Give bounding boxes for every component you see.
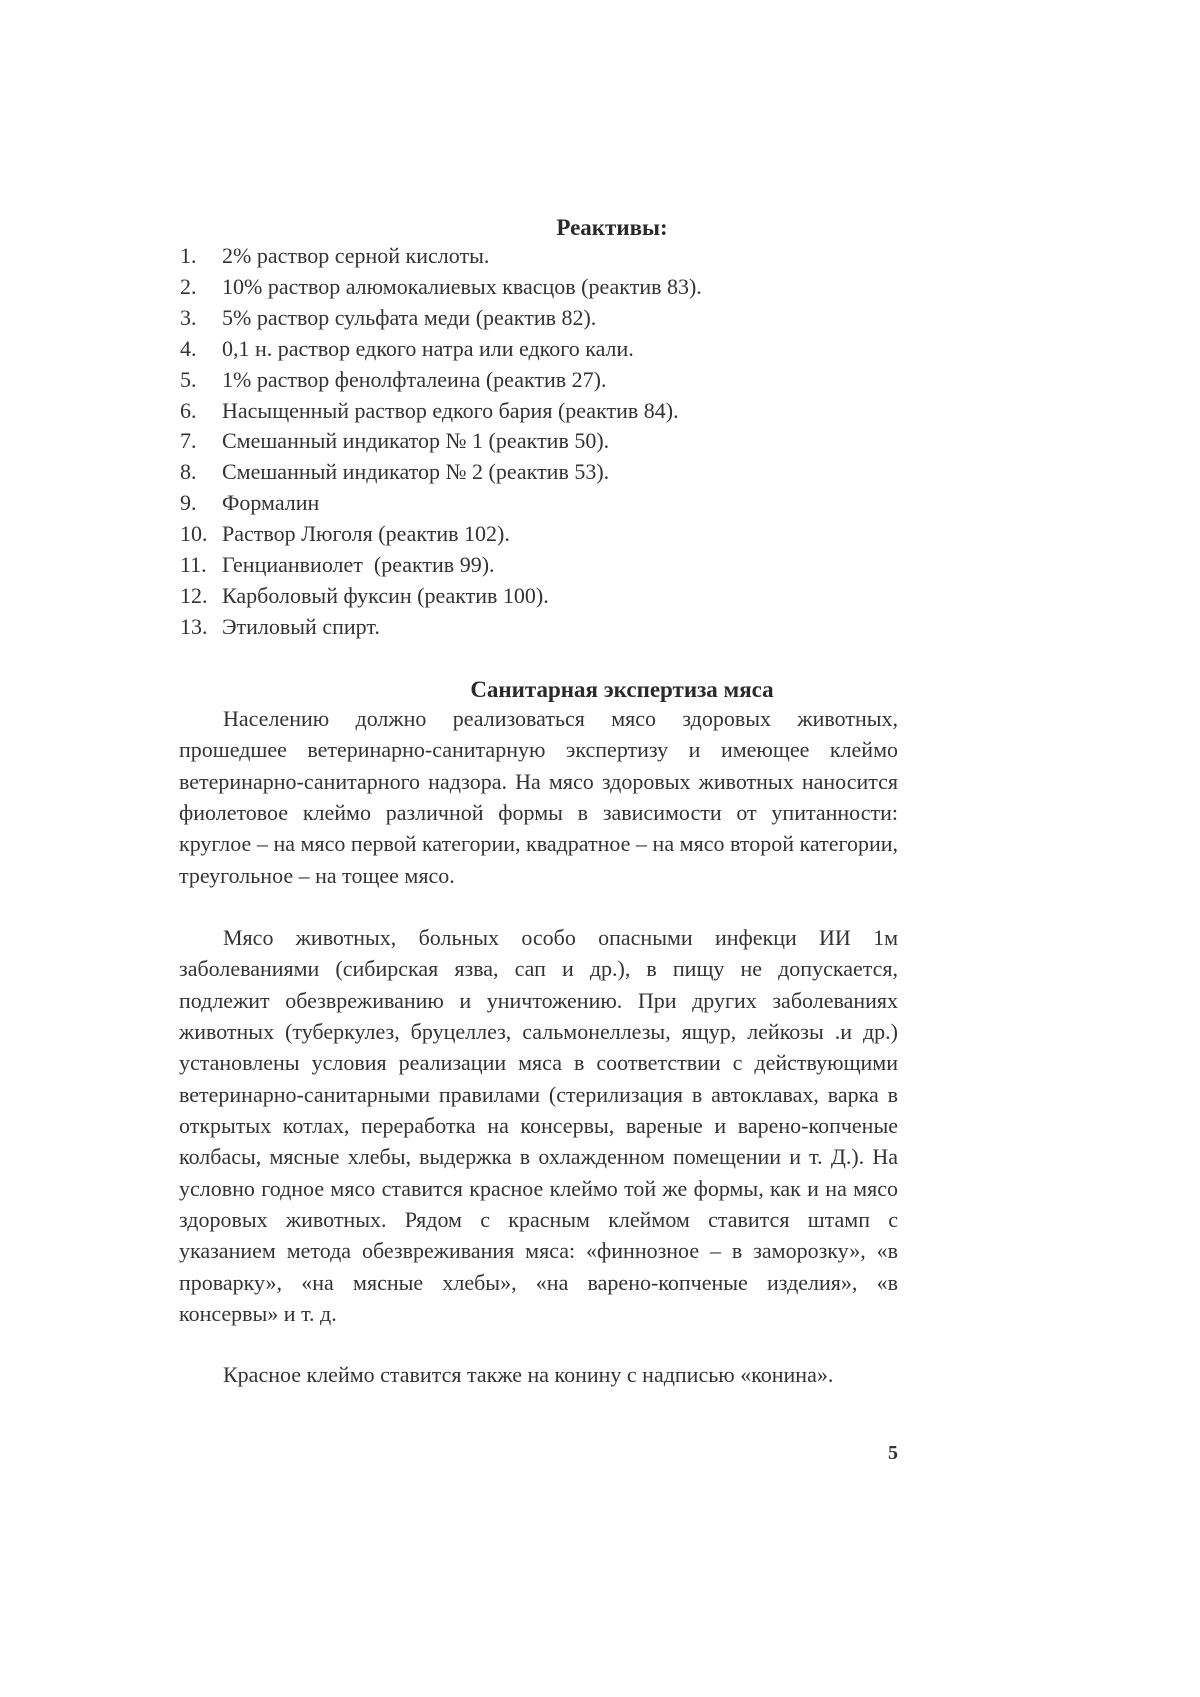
reagent-text: Раствор Люголя (реактив 102). bbox=[222, 521, 510, 547]
section-heading: Санитарная экспертиза мяса bbox=[470, 677, 774, 702]
reagent-item bbox=[180, 334, 900, 365]
reagent-text: Карболовый фуксин (реактив 100). bbox=[222, 582, 549, 608]
reagent-number: 3. bbox=[180, 304, 197, 330]
reagent-item bbox=[180, 426, 900, 457]
reagent-number: 1. bbox=[180, 243, 197, 268]
reagent-text: Смешанный индикатор № 2 (реактив 53). bbox=[222, 459, 610, 485]
reagent-number: 9. bbox=[180, 490, 197, 516]
reagent-item bbox=[180, 519, 900, 550]
body-paragraph: Мясо животных, больных особо опасными инфекци ИИ 1м заболеваниями (сибирская язва, сап и др.), в пищу не допускается, подлежит обезвреживанию и уничтожению. При других заболеваниях животных (туберкулез, бруцеллез, сальмонеллезы, ящур, лейкозы .и др.) установлены условия реализации мяса в соответствии с действующими ветеринарно-санитарными правилами (стерилизация в автоклавах, варка в открытых котлах, переработка на консервы, вареные и варено-копченые колбасы, мясные хлебы, выдержка в охлажденном помещении и т. Д.). На условно годное мясо ставится красное клеймо той же формы, как и на мясо здоровых животных. Рядом с красным клеймом ставится штамп с указанием метода обезвреживания мяса: «финнозное – в заморозку», «в проварку», «на мясные хлебы», «на варено-копченые изделия», «в консервы» и т. д. bbox=[179, 925, 898, 1327]
reagent-number: 2. bbox=[180, 273, 197, 299]
reagent-item bbox=[180, 396, 900, 427]
reagent-item bbox=[180, 550, 900, 581]
reagent-item bbox=[180, 488, 900, 519]
reagent-text: 0,1 н. раствор едкого натра или едкого кали. bbox=[222, 335, 634, 361]
reagent-item bbox=[180, 581, 900, 612]
reagent-number: 4. bbox=[180, 335, 197, 361]
reagent-number: 5. bbox=[180, 366, 197, 392]
reagent-number: 6. bbox=[180, 397, 197, 423]
reagent-text: 1% раствор фенолфталеина (реактив 27). bbox=[222, 366, 607, 392]
reagent-text: Формалин bbox=[222, 490, 320, 516]
reagent-item bbox=[180, 457, 900, 488]
reagent-item bbox=[180, 612, 900, 643]
reagent-text: Насыщенный раствор едкого бария (реактив 84). bbox=[222, 397, 679, 423]
body-paragraph: Красное клеймо ставится также на конину с надписью «конина». bbox=[223, 1362, 834, 1387]
reagent-item bbox=[180, 303, 900, 334]
page-number: 5 bbox=[888, 1442, 898, 1464]
reagent-text: 10% раствор алюмокалиевых квасцов (реактив 83). bbox=[222, 273, 702, 299]
reagent-item bbox=[180, 241, 900, 272]
body-paragraph: Населению должно реализоваться мясо здоровых животных, прошедшее ветеринарно-санитарную экспертизу и имеющее клеймо ветеринарно-санитарного надзора. На мясо здоровых животных наносится фиолетовое клеймо различной формы в зависимости от упитанности: круглое – на мясо первой категории, квадратное – на мясо второй категории, треугольное – на тощее мясо. bbox=[179, 706, 898, 888]
reagent-number: 12. bbox=[180, 582, 208, 608]
reagent-number: 11. bbox=[180, 552, 207, 578]
reagents-list bbox=[180, 241, 900, 643]
reagent-item bbox=[180, 365, 900, 396]
reagent-item bbox=[180, 272, 900, 303]
reagent-text: 2% раствор серной кислоты. bbox=[222, 243, 490, 268]
reagent-text: 5% раствор сульфата меди (реактив 82). bbox=[222, 304, 597, 330]
reagent-text: Смешанный индикатор № 1 (реактив 50). bbox=[222, 428, 610, 454]
reagent-text: Генцианвиолет (реактив 99). bbox=[222, 552, 495, 578]
reagent-number: 7. bbox=[180, 428, 197, 454]
reagent-number: 10. bbox=[180, 521, 208, 547]
reagent-number: 13. bbox=[180, 613, 208, 639]
reagents-heading: Реактивы: bbox=[556, 215, 668, 240]
reagent-number: 8. bbox=[180, 459, 197, 485]
reagent-text: Этиловый спирт. bbox=[222, 613, 380, 639]
